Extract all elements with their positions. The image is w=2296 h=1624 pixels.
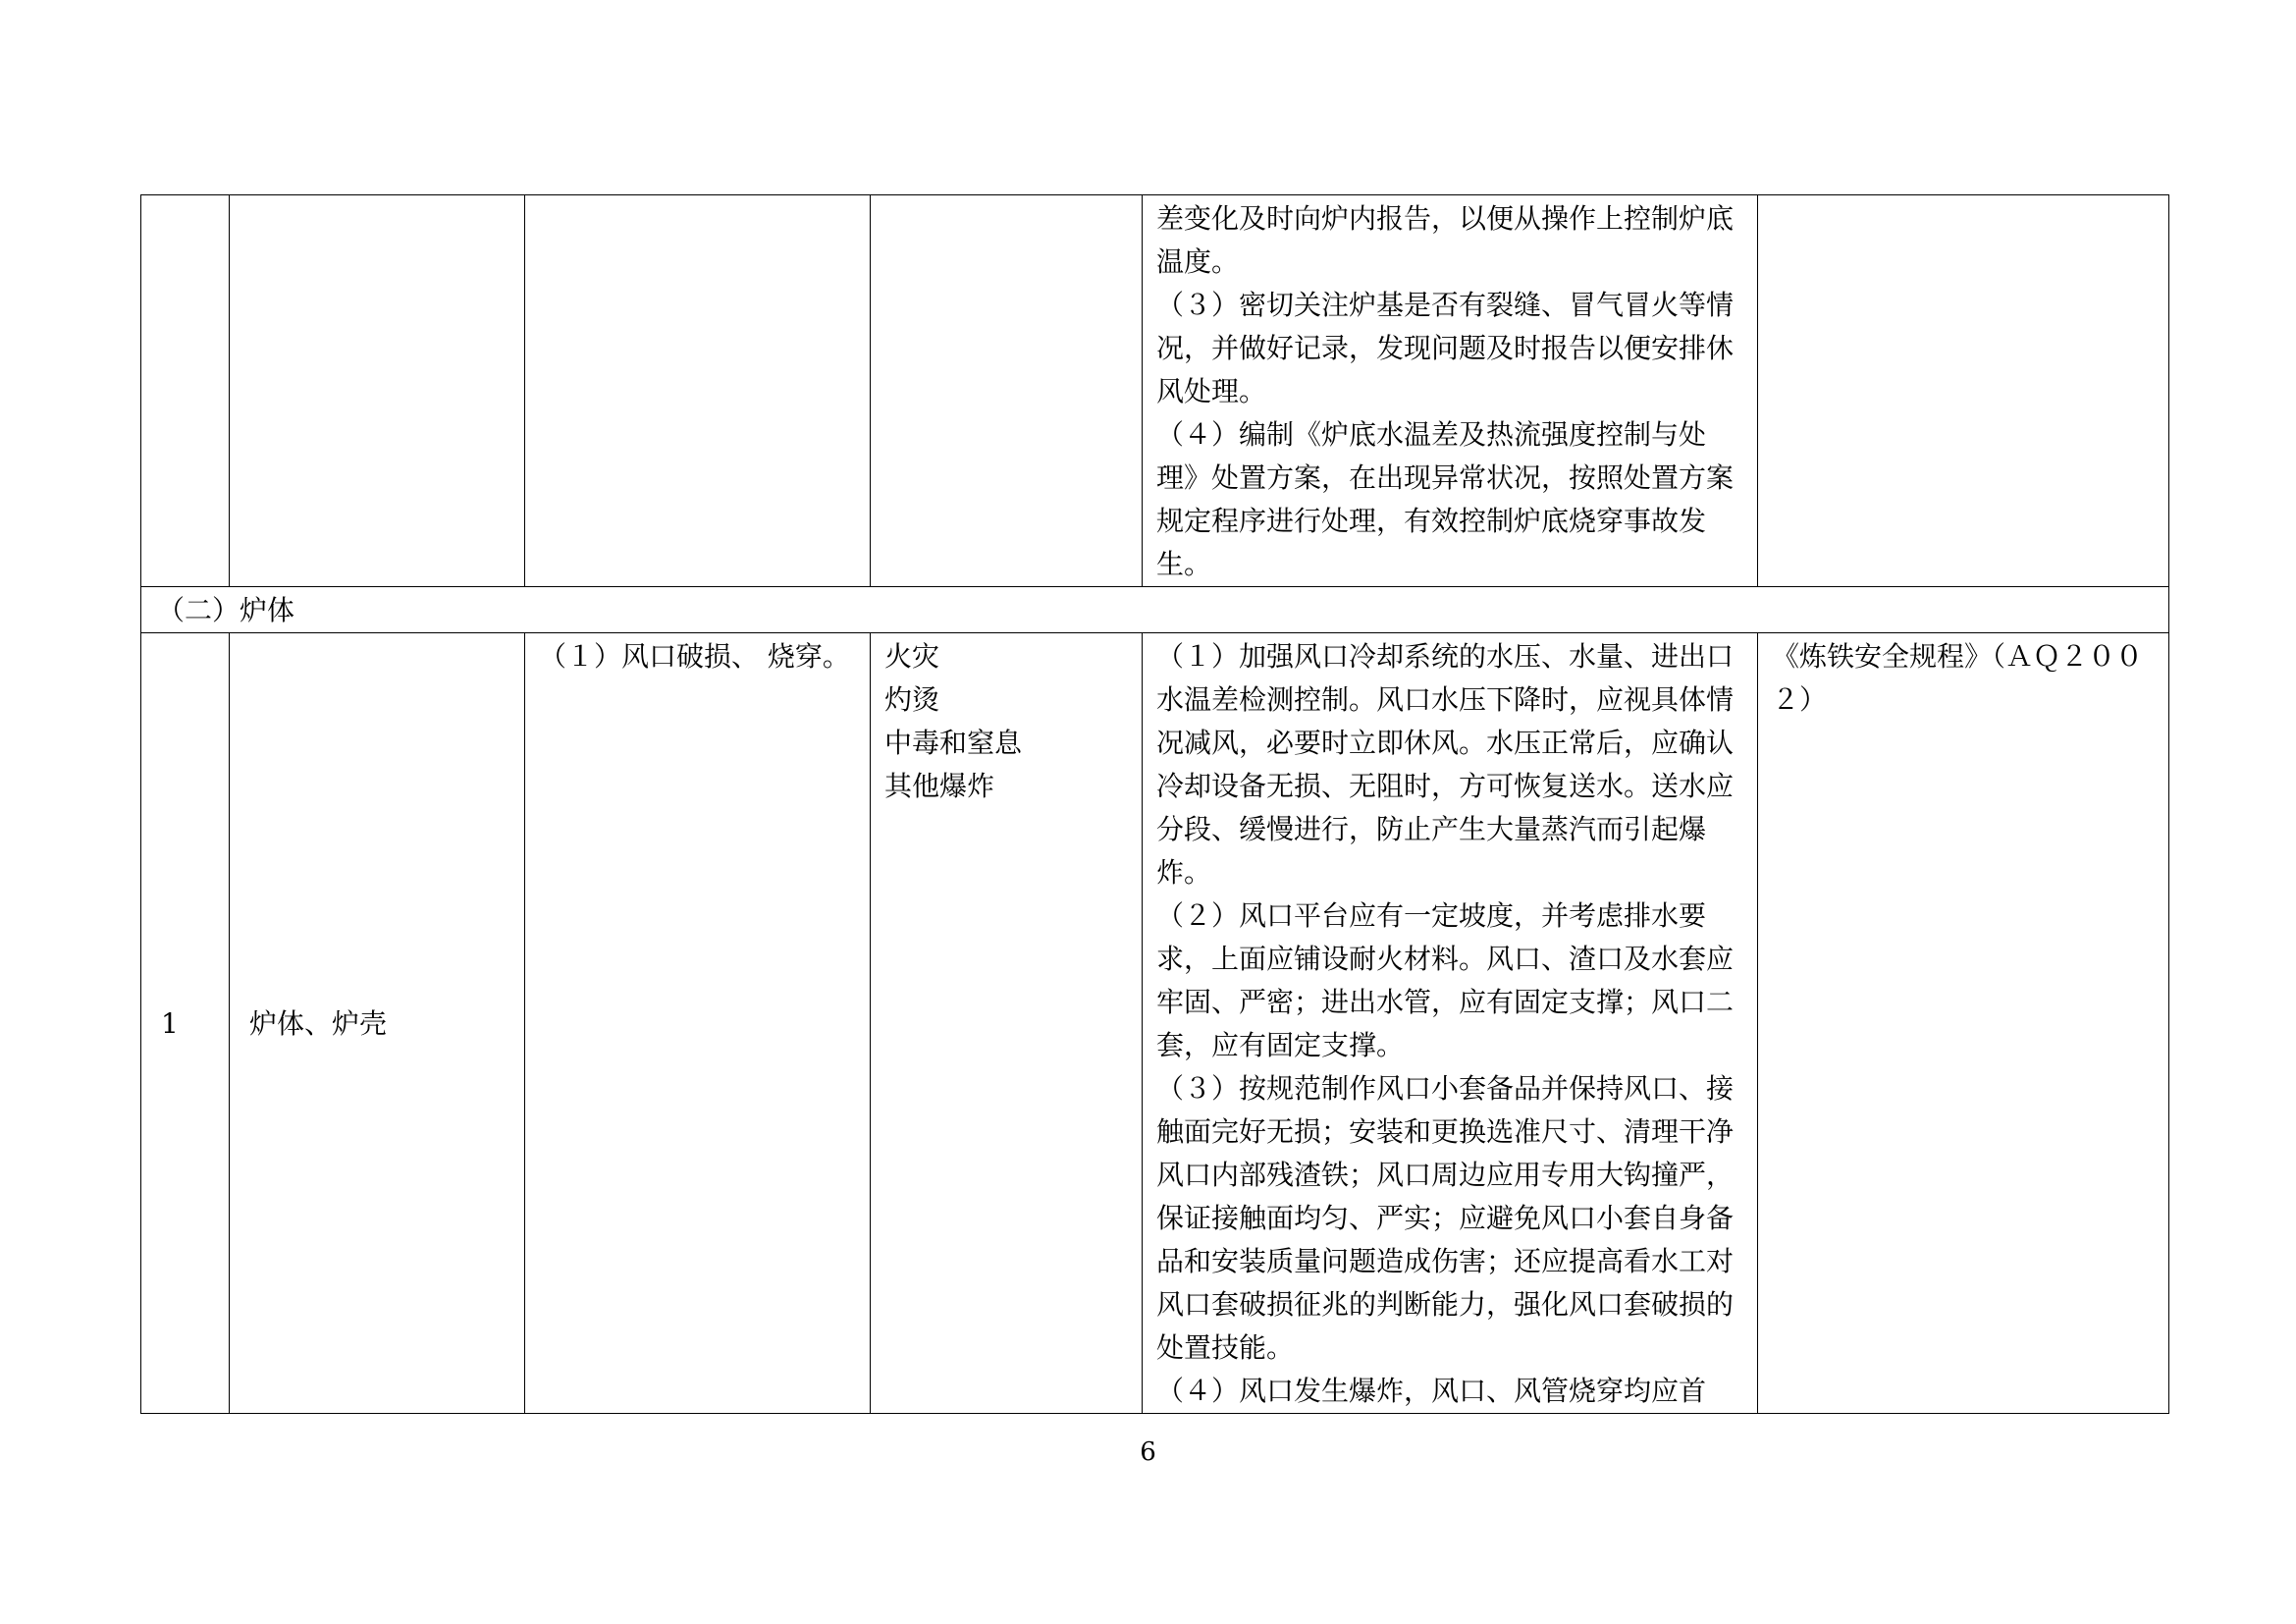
- section-title-cell: [141, 587, 2169, 633]
- measures-cell: [1143, 633, 1758, 1414]
- page-number: 6: [1140, 1437, 1156, 1467]
- measures-cell: [1143, 195, 1758, 587]
- measure-paragraph: 差变化及时向炉内报告，以便从操作上控制炉底温度。: [1156, 202, 1735, 278]
- accident-type: 火灾: [884, 640, 940, 673]
- number-cell: [141, 633, 230, 1414]
- accident-cell: [871, 195, 1143, 587]
- accident-cell: [871, 633, 1143, 1414]
- accident-type: 其他爆炸: [884, 770, 995, 802]
- measure-paragraph: （３）密切关注炉基是否有裂缝、冒气冒火等情况，并做好记录，发现问题及时报告以便安排休风处理。: [1156, 289, 1735, 407]
- measure-paragraph: （４）编制《炉底水温差及热流强度控制与处理》处置方案，在出现异常状况，按照处置方案规定程序进行处理，有效控制炉底烧穿事故发生。: [1156, 418, 1735, 580]
- accident-type: 灼烫: [884, 683, 940, 716]
- table-row: [141, 633, 2169, 1414]
- measure-paragraph: （２）风口平台应有一定坡度，并考虑排水要求，上面应铺设耐火材料。风口、渣口及水套应牢固、严密；进出水管，应有固定支撑；风口二套，应有固定支撑。: [1156, 899, 1735, 1061]
- basis-cell: [1758, 195, 2169, 587]
- name-cell: [230, 633, 525, 1414]
- equipment-name: 炉体、炉壳: [249, 1007, 388, 1040]
- accident-type: 中毒和窒息: [884, 727, 1023, 759]
- section-row: [141, 587, 2169, 633]
- row-number: 1: [161, 1007, 179, 1040]
- hazard-text: （１）风口破损、 烧穿。: [539, 640, 850, 673]
- table-row-continued: [141, 195, 2169, 587]
- basis-cell: [1758, 633, 2169, 1414]
- hazard-cell: [525, 633, 871, 1414]
- hazard-control-table: [140, 194, 2169, 1414]
- number-cell: [141, 195, 230, 587]
- measure-paragraph: （１）加强风口冷却系统的水压、水量、进出口水温差检测控制。风口水压下降时，应视具体情况减风，必要时立即休风。水压正常后，应确认冷却设备无损、无阻时，方可恢复送水。送水应分段、缓慢进行，防止产生大量蒸汽而引起爆炸。: [1156, 640, 1735, 889]
- basis-text: 《炼铁安全规程》（ＡＱ２００２）: [1772, 640, 2144, 716]
- measure-paragraph: （４）风口发生爆炸，风口、风管烧穿均应首: [1156, 1375, 1707, 1407]
- hazard-cell: [525, 195, 871, 587]
- measure-paragraph: （３）按规范制作风口小套备品并保持风口、接触面完好无损；安装和更换选准尺寸、清理干净风口内部残渣铁；风口周边应用专用大钩撞严，保证接触面均匀、严实；应避免风口小套自身备品和安装质量问题造成伤害；还应提高看水工对风口套破损征兆的判断能力，强化风口套破损的处置技能。: [1156, 1072, 1735, 1364]
- name-cell: [230, 195, 525, 587]
- section-title: （二）炉体: [157, 594, 295, 626]
